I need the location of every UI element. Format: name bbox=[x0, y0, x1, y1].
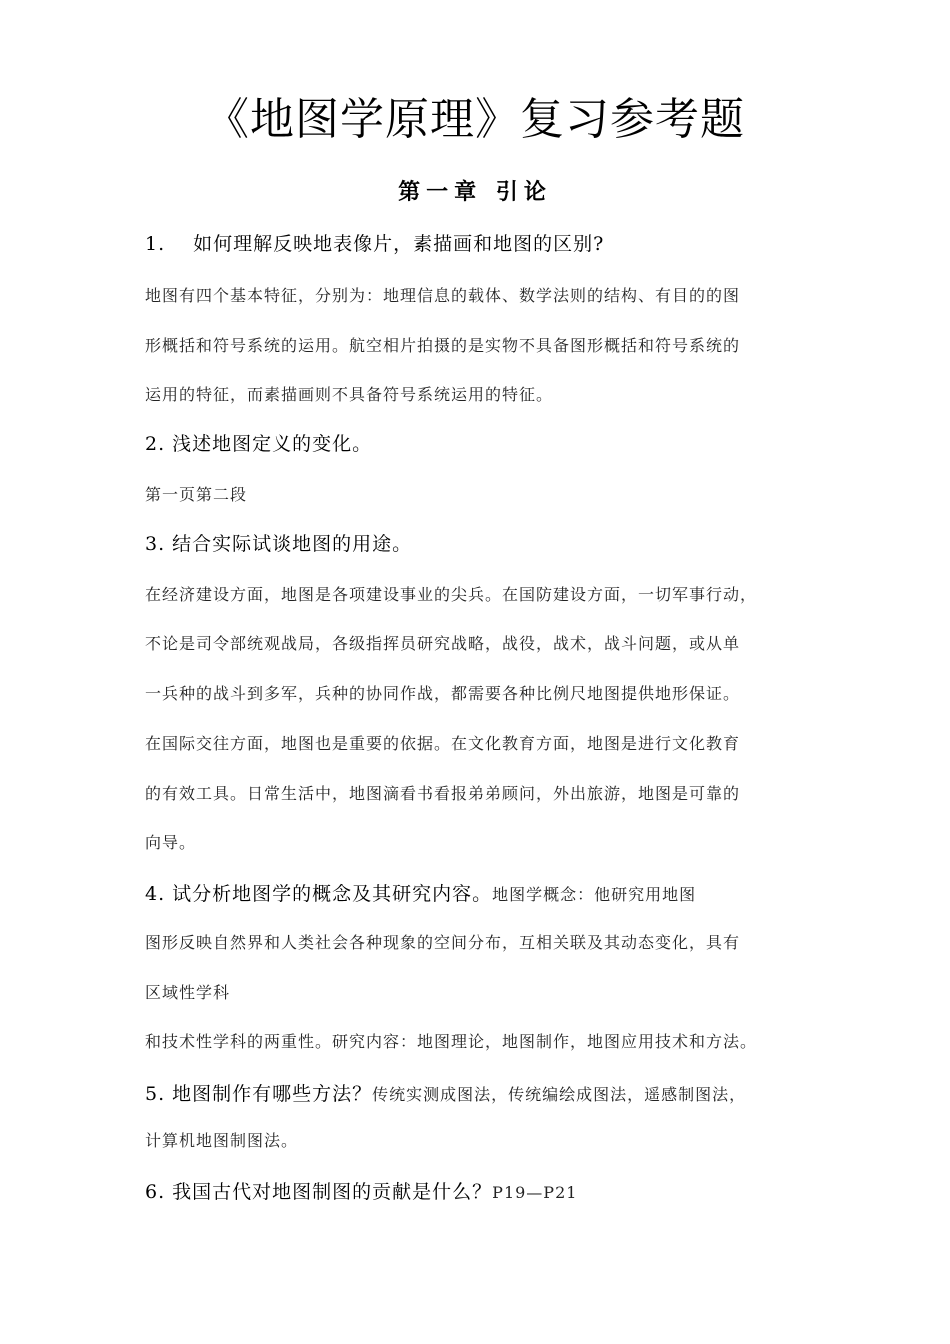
answer-4-line-3: 和技术性学科的两重性。研究内容：地图理论，地图制作，地图应用技术和方法。 bbox=[145, 1032, 758, 1051]
answer-5-line-1: 计算机地图制图法。 bbox=[145, 1131, 299, 1150]
answer-4-line-2: 区域性学科 bbox=[145, 983, 231, 1002]
question-6-text: 6. 我国古代对地图制图的贡献是什么？ bbox=[145, 1181, 493, 1203]
answer-3-line-4: 在国际交往方面，地图也是重要的依据。在文化教育方面，地图是进行文化教育 bbox=[145, 734, 741, 753]
answer-4-inline: 地图学概念：他研究用地图 bbox=[492, 885, 697, 904]
answer-5-inline: 传统实测成图法，传统编绘成图法，遥感制图法， bbox=[372, 1085, 747, 1104]
question-6 bbox=[145, 1177, 825, 1208]
question-5-text: 5. 地图制作有哪些方法？ bbox=[145, 1083, 373, 1105]
answer-1-line-3: 运用的特征，而素描画则不具备符号系统运用的特征。 bbox=[145, 385, 554, 404]
question-3: 3. 结合实际试谈地图的用途。 bbox=[145, 533, 413, 555]
question-4 bbox=[145, 879, 825, 910]
answer-1-line-2: 形概括和符号系统的运用。航空相片拍摄的是实物不具备图形概括和符号系统的 bbox=[145, 336, 741, 355]
answer-4-line-1: 图形反映自然界和人类社会各种现象的空间分布，互相关联及其动态变化，具有 bbox=[145, 933, 741, 952]
question-1-number: 1. bbox=[145, 233, 166, 255]
answer-3-line-2: 不论是司令部统观战局，各级指挥员研究战略，战役，战术，战斗问题，或从单 bbox=[145, 634, 741, 653]
answer-3-line-5: 的有效工具。日常生活中，地图滴看书看报弟弟顾问，外出旅游，地图是可靠的 bbox=[145, 784, 741, 803]
document-title: 《地图学原理》复习参考题 bbox=[205, 94, 745, 145]
question-2: 2. 浅述地图定义的变化。 bbox=[145, 433, 373, 455]
answer-6-inline: P19—P21 bbox=[492, 1183, 578, 1202]
chapter-heading: 第一章 引论 bbox=[398, 179, 552, 205]
answer-2: 第一页第二段 bbox=[145, 485, 248, 504]
question-4-text: 4. 试分析地图学的概念及其研究内容。 bbox=[145, 883, 493, 905]
question-1 bbox=[145, 229, 825, 259]
question-5 bbox=[145, 1079, 825, 1110]
answer-3-line-6: 向导。 bbox=[145, 833, 197, 852]
answer-1-line-1: 地图有四个基本特征，分别为：地理信息的载体、数学法则的结构、有目的的图 bbox=[145, 286, 741, 305]
question-1-text: 如何理解反映地表像片，素描画和地图的区别? bbox=[193, 233, 605, 255]
answer-3-line-3: 一兵种的战斗到多军，兵种的协同作战，都需要各种比例尺地图提供地形保证。 bbox=[145, 684, 741, 703]
answer-3-line-1: 在经济建设方面，地图是各项建设事业的尖兵。在国防建设方面，一切军事行动， bbox=[145, 585, 758, 604]
